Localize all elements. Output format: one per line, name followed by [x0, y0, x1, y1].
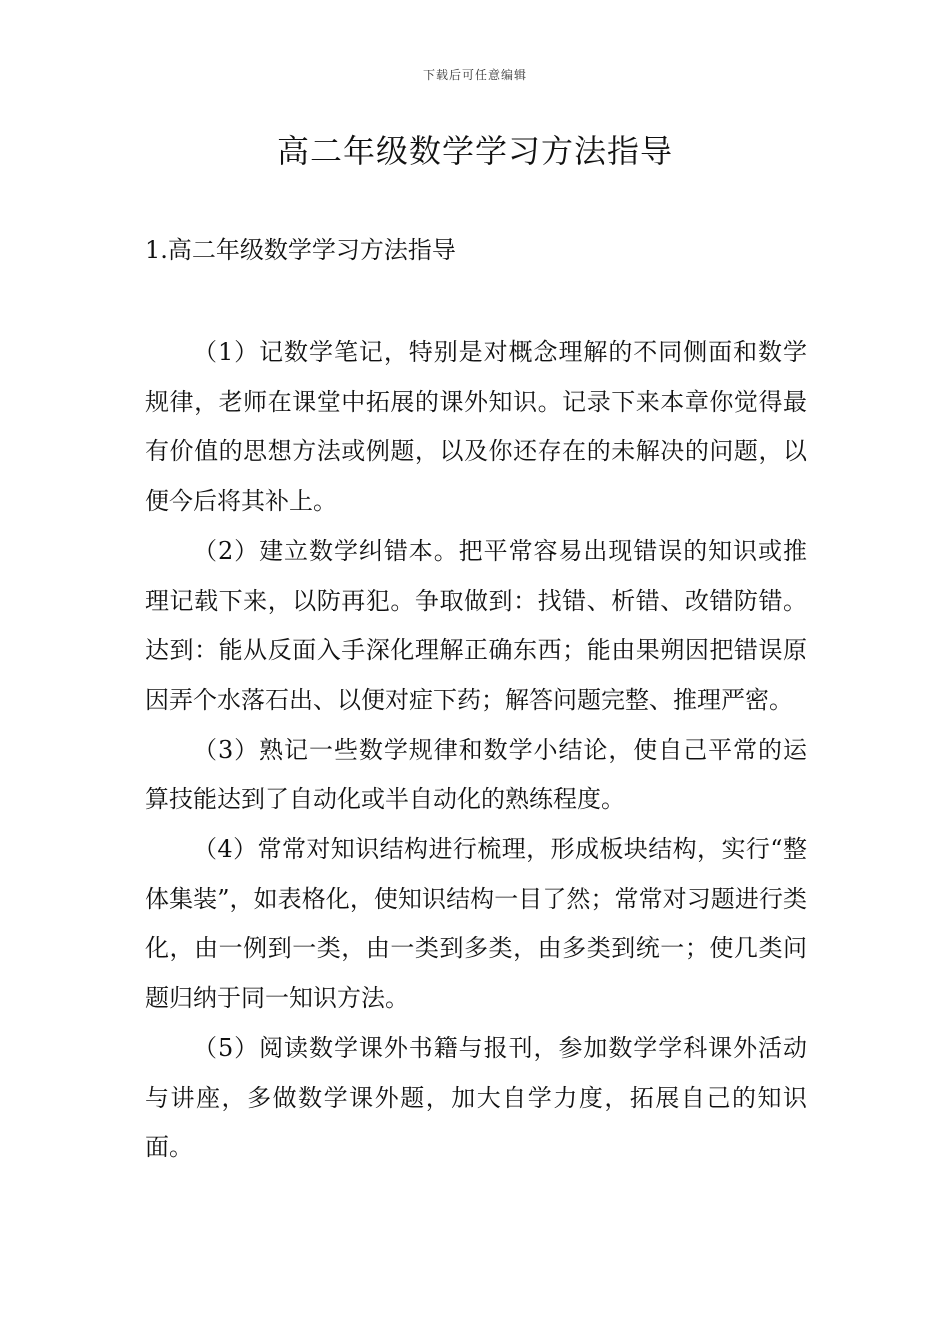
- section-heading: 1.高二年级数学学习方法指导: [145, 236, 456, 264]
- paragraph-3: （3）熟记一些数学规律和数学小结论，使自己平常的运算技能达到了自动化或半自动化的熟练程度。: [145, 735, 807, 814]
- paragraph-2: （2）建立数学纠错本。把平常容易出现错误的知识或推理记载下来，以防再犯。争取做到：找错、析错、改错防错。达到：能从反面入手深化理解正确东西；能由果朔因把错误原因弄个水落石出、以便对症下药；解答问题完整、推理严密。: [145, 536, 807, 714]
- paragraph-5: （5）阅读数学课外书籍与报刊，参加数学学科课外活动与讲座，多做数学课外题，加大自学力度，拓展自己的知识面。: [145, 1033, 807, 1162]
- paragraph-1: （1）记数学笔记，特别是对概念理解的不同侧面和数学规律，老师在课堂中拓展的课外知识。记录下来本章你觉得最有价值的思想方法或例题，以及你还存在的未解决的问题，以便今后将其补上。: [145, 338, 807, 516]
- document-body: [145, 328, 807, 1173]
- document-title: 高二年级数学学习方法指导: [276, 132, 673, 170]
- header-note: 下载后可任意编辑: [422, 68, 527, 82]
- paragraph-4: （4）常常对知识结构进行梳理，形成板块结构，实行“整体集装”，如表格化，使知识结构一目了然；常常对习题进行类化，由一例到一类，由一类到多类，由多类到统一；使几类问题归纳于同一知识方法。: [145, 835, 807, 1013]
